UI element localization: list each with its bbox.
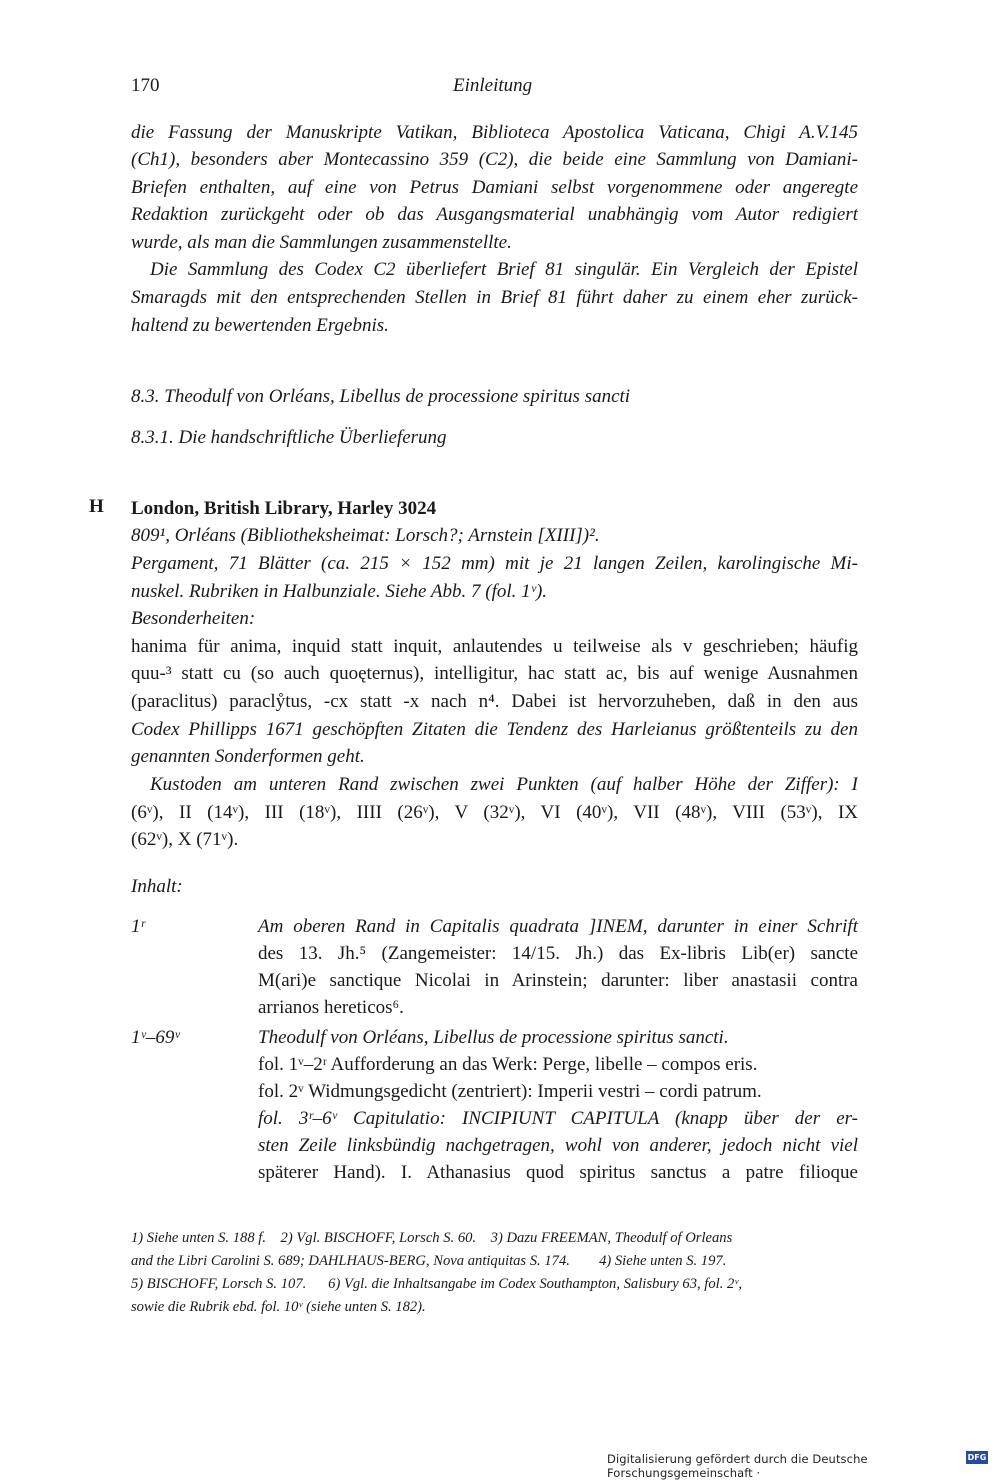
contents-line: späterer Hand). I. Athanasius quod spiritus sanctus a patre filioque [258, 1162, 858, 1183]
contents-line: fol. 2ᵛ Widmungsgedicht (zentriert): Imperii vestri – cordi patrum. [258, 1081, 762, 1102]
footnote-line: and the Libri Carolini S. 689; DAHLHAUS-BERG, Nova antiquitas S. 174. 4) Siehe unten S. 197. [131, 1253, 727, 1269]
manuscript-date: 809¹, Orléans (Bibliotheksheimat: Lorsch?; Arnstein [XIII])². [131, 525, 600, 546]
contents-line: Theodulf von Orléans, Libellus de processione spiritus sancti. [258, 1027, 729, 1048]
special-features-line: (paraclitus) paraclẙtus, -cx statt -x nach n⁴. Dabei ist hervorzuheben, daß in den aus [131, 691, 858, 712]
contents-line: M(ari)e sanctique Nicolai in Arinstein; darunter: liber anastasii contra [258, 970, 858, 991]
special-features-line: hanima für anima, inquid statt inquit, anlautendes u teilweise als v geschrieben; häufig [131, 636, 858, 657]
funding-note: Digitalisierung gefördert durch die Deutsche Forschungsgemeinschaft · [607, 1452, 868, 1480]
text-line: Briefen enthalten, auf eine von Petrus Damiani selbst vorgenommene oder angeregte [131, 177, 858, 198]
running-title: Einleitung [453, 75, 533, 96]
manuscript-title: London, British Library, Harley 3024 [131, 498, 437, 519]
subsection-heading: 8.3.1. Die handschriftliche Überlieferung [131, 427, 447, 448]
footnote-line: 5) BISCHOFF, Lorsch S. 107. 6) Vgl. die Inhaltsangabe im Codex Southampton, Salisbury 63, fol. 2ᵛ, [131, 1276, 743, 1292]
manuscript-description: Pergament, 71 Blätter (ca. 215 × 152 mm) mit je 21 langen Zeilen, karolingische Mi- [131, 553, 858, 574]
contents-line: des 13. Jh.⁵ (Zangemeister: 14/15. Jh.) das Ex-libris Lib(er) sancte [258, 943, 858, 964]
text-line: die Fassung der Manuskripte Vatikan, Biblioteca Apostolica Vaticana, Chigi A.V.145 [131, 122, 858, 143]
special-features-line: genannten Sonderformen geht. [131, 746, 365, 767]
text-line: Redaktion zurückgeht oder ob das Ausgangsmaterial unabhängig vom Autor redigiert [131, 204, 858, 225]
dfg-logo: DFG [967, 1453, 987, 1462]
contents-line: arrianos hereticos⁶. [258, 997, 404, 1018]
contents-label: Inhalt: [131, 876, 183, 897]
text-line: (Ch1), besonders aber Montecassino 359 (C2), die beide eine Sammlung von Damiani- [131, 149, 858, 170]
special-features-line: Codex Phillipps 1671 geschöpften Zitaten die Tendenz des Harleianus größtenteils zu den [131, 719, 858, 740]
page-number: 170 [131, 75, 160, 96]
contents-line: sten Zeile linksbündig nachgetragen, wohl von anderer, jedoch nicht viel [258, 1135, 858, 1156]
kustoden-line: Kustoden am unteren Rand zwischen zwei Punkten (auf halber Höhe der Ziffer): I [150, 774, 858, 795]
contents-line: Am oberen Rand in Capitalis quadrata ]INEM, darunter in einer Schrift [258, 916, 858, 937]
contents-line: fol. 3ʳ–6ᵛ Capitulatio: INCIPIUNT CAPITULA (knapp über der er- [258, 1108, 858, 1129]
contents-entry [258, 913, 858, 1021]
kustoden-line: (6ᵛ), II (14ᵛ), III (18ᵛ), IIII (26ᵛ), V (32ᵛ), VI (40ᵛ), VII (48ᵛ), VIII (53ᵛ), IX [131, 802, 858, 823]
contents-folio: 1ʳ [131, 916, 145, 937]
manuscript-description: nuskel. Rubriken in Halbunziale. Siehe Abb. 7 (fol. 1ᵛ). [131, 581, 548, 602]
special-features-label: Besonderheiten: [131, 608, 256, 629]
text-line: wurde, als man die Sammlungen zusammenstellte. [131, 232, 512, 253]
contents-line: fol. 1ᵛ–2ʳ Aufforderung an das Werk: Perge, libelle – compos eris. [258, 1054, 758, 1075]
text-line: Die Sammlung des Codex C2 überliefert Brief 81 singulär. Ein Vergleich der Epistel [150, 259, 858, 280]
manuscript-siglum: H [89, 496, 104, 517]
section-heading: 8.3. Theodulf von Orléans, Libellus de processione spiritus sancti [131, 386, 631, 407]
text-line: haltend zu bewertenden Ergebnis. [131, 315, 389, 336]
text-line: Smaragds mit den entsprechenden Stellen in Brief 81 führt daher zu einem eher zurück- [131, 287, 858, 308]
contents-folio: 1ᵛ–69ᵛ [131, 1027, 180, 1048]
footnote-line: 1) Siehe unten S. 188 f. 2) Vgl. BISCHOFF, Lorsch S. 60. 3) Dazu FREEMAN, Theodulf of Orleans [131, 1230, 733, 1246]
kustoden-line: (62ᵛ), X (71ᵛ). [131, 829, 239, 850]
contents-entry [258, 1024, 858, 1186]
footnote-line: sowie die Rubrik ebd. fol. 10ᵛ (siehe unten S. 182). [131, 1299, 426, 1315]
special-features-line: quu-³ statt cu (so auch quoęternus), intelligitur, hac statt ac, bis auf wenige Ausnahmen [131, 663, 858, 684]
